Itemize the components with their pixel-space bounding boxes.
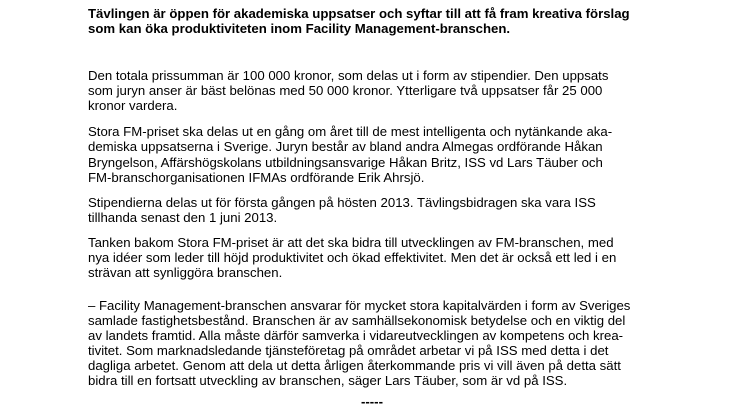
- paragraph-line: demiska uppsatserna i Sverige. Juryn består av bland andra Almegas ordförande Håkan: [88, 139, 603, 154]
- paragraph-line: Tanken bakom Stora FM-priset är att det ska bidra till utvecklingen av FM-branschen, med: [88, 235, 614, 250]
- paragraph-line: Stora FM-priset ska delas ut en gång om året till de mest intelligenta och nytänkande aka-: [88, 124, 613, 139]
- intro-line: Tävlingen är öppen för akademiska uppsatser och syftar till att få fram kreativa förslag: [88, 6, 630, 21]
- paragraph-line: Bryngelson, Affärshögskolans utbildningsansvarige Håkan Britz, ISS vd Lars Täuber och: [88, 155, 603, 170]
- paragraph-line: Stipendierna delas ut för första gången på hösten 2013. Tävlingsbidragen ska vara ISS: [88, 195, 596, 210]
- quote-line: bidra till en fortsatt utveckling av branschen, säger Lars Täuber, som är vd på ISS.: [88, 373, 568, 388]
- quote-line: tivitet. Som marknadsledande tjänsteföretag på området arbetar vi på ISS med detta i det: [88, 343, 609, 358]
- paragraph-line: tillhanda senast den 1 juni 2013.: [88, 210, 278, 225]
- paragraph-line: FM-branschorganisationen IFMAs ordförande Erik Ahrsjö.: [88, 170, 425, 185]
- paragraph-line: kronor vardera.: [88, 98, 178, 113]
- paragraph-line: Den totala prissumman är 100 000 kronor, som delas ut i form av stipendier. Den uppsats: [88, 68, 609, 83]
- intro-line: som kan öka produktiviteten inom Facility Management-branschen.: [88, 21, 511, 36]
- quote-line: – Facility Management-branschen ansvarar för mycket stora kapitalvärden i form av Sveriges: [88, 298, 631, 313]
- paragraph-line: som juryn anser är bäst belönas med 50 000 kronor. Ytterligare två uppsatser får 25 000: [88, 83, 603, 98]
- quote-line: dagliga arbetet. Genom att dela ut detta årligen återkommande pris vi vill även på detta sätt: [88, 358, 621, 373]
- quote-line: samlade fastighetsbestånd. Branschen är av samhällsekonomisk betydelse och en viktig del: [88, 313, 626, 328]
- paragraph-line: strävan att synliggöra branschen.: [88, 265, 283, 280]
- section-separator: -----: [361, 394, 383, 409]
- quote-line: av landets framtid. Alla måste därför samverka i vidareutvecklingen av kompetens och krea-: [88, 328, 624, 343]
- paragraph-line: nya idéer som leder till höjd produktivitet och ökad effektivitet. Men det är också ett led i en: [88, 250, 617, 265]
